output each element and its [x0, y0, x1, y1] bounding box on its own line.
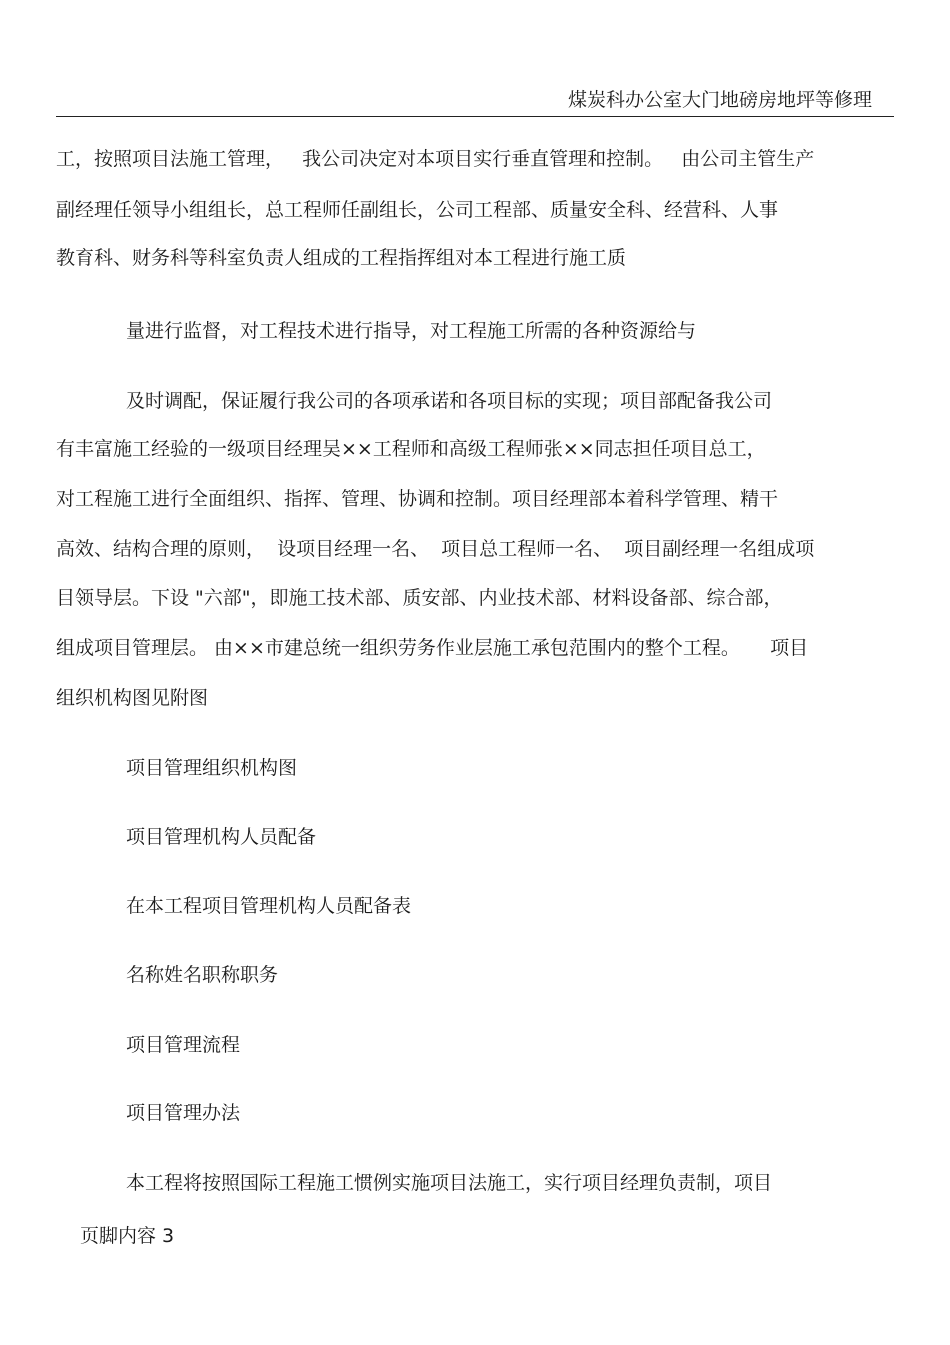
table-header-line: 名称姓名职称职务 — [126, 964, 279, 986]
text-line: 及时调配，保证履行我公司的各项承诺和各项目标的实现；项目部配备我公司 — [126, 390, 773, 412]
text-line: 对工程施工进行全面组织、指挥、管理、协调和控制。项目经理部本着科学管理、精干 — [56, 488, 779, 510]
text-line: 高效、结构合理的原则， 设项目经理一名、 项目总工程师一名、 项目副经理一名组成项 — [56, 538, 815, 560]
section-heading-process: 项目管理流程 — [126, 1034, 241, 1056]
text-line: 副经理任领导小组组长，总工程师任副组长，公司工程部、质量安全科、经营科、人事 — [56, 199, 779, 221]
text-line: 教育科、财务科等科室负责人组成的工程指挥组对本工程进行施工质 — [56, 247, 627, 269]
text-line: 本工程将按照国际工程施工惯例实施项目法施工，实行项目经理负责制，项目 — [126, 1172, 773, 1194]
section-heading-org-chart: 项目管理组织机构图 — [126, 757, 298, 779]
text-line: 在本工程项目管理机构人员配备表 — [126, 895, 412, 917]
running-header-title: 煤炭科办公室大门地磅房地坪等修理 — [567, 89, 872, 111]
text-line: 工，按照项目法施工管理， 我公司决定对本项目实行垂直管理和控制。 由公司主管生产 — [56, 148, 815, 170]
text-line: 组织机构图见附图 — [56, 687, 209, 709]
text-line: 有丰富施工经验的一级项目经理吴××工程师和高级工程师张××同志担任项目总工， — [56, 438, 766, 460]
section-heading-methods: 项目管理办法 — [126, 1102, 241, 1124]
text-line: 目领导层。下设 "六部"，即施工技术部、质安部、内业技术部、材料设备部、综合部， — [56, 587, 783, 609]
page-footer: 页脚内容 3 — [80, 1225, 175, 1247]
header-divider — [56, 116, 894, 117]
text-line: 量进行监督，对工程技术进行指导，对工程施工所需的各种资源给与 — [126, 320, 697, 342]
text-line: 组成项目管理层。 由××市建总统一组织劳务作业层施工承包范围内的整个工程。 项目 — [56, 637, 809, 659]
section-heading-staffing: 项目管理机构人员配备 — [126, 826, 317, 848]
